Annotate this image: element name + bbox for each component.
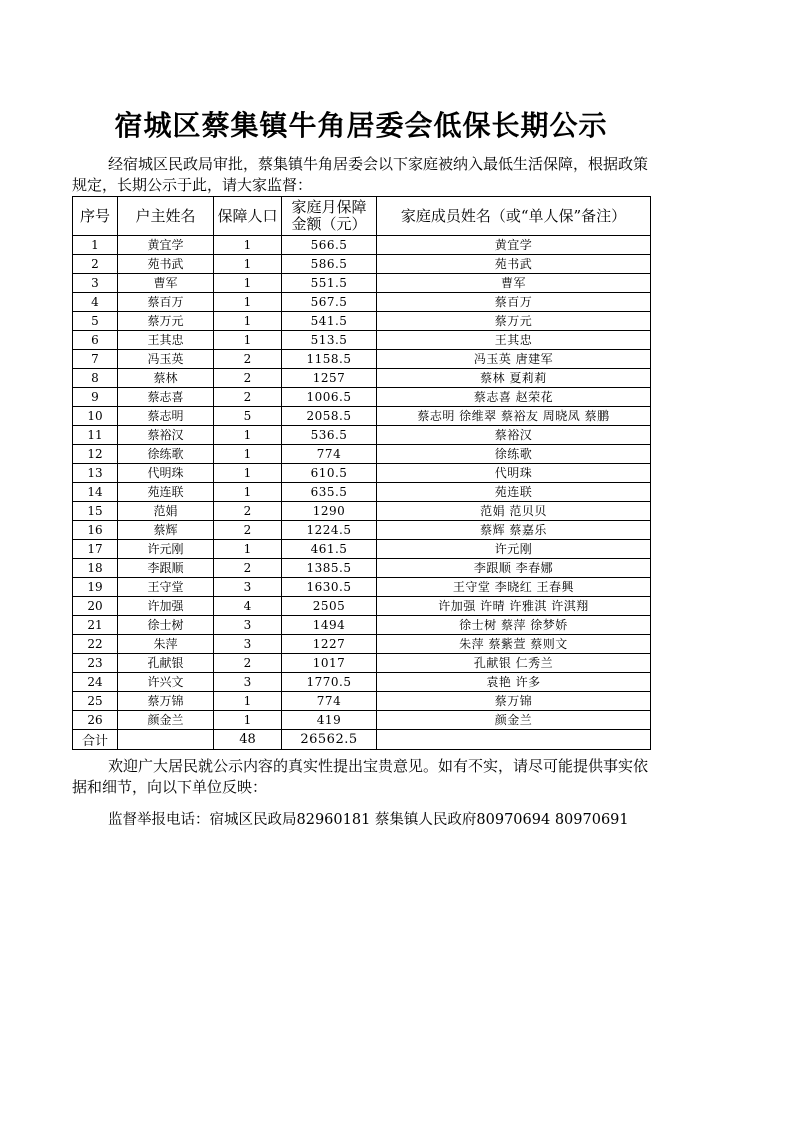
total-members-cell: [377, 730, 651, 750]
total-label: 合计: [73, 730, 118, 750]
row-members: 许元刚: [377, 540, 651, 559]
row-pop: 1: [214, 711, 282, 730]
row-amount: 586.5: [282, 255, 377, 274]
table-row: [73, 388, 651, 407]
row-pop: 5: [214, 407, 282, 426]
row-no: 9: [73, 388, 118, 407]
row-pop: 1: [214, 464, 282, 483]
table-row: [73, 407, 651, 426]
row-no: 2: [73, 255, 118, 274]
row-amount: 2505: [282, 597, 377, 616]
row-amount: 1006.5: [282, 388, 377, 407]
table-row: [73, 616, 651, 635]
row-members: 蔡万元: [377, 312, 651, 331]
table-row: [73, 331, 651, 350]
row-no: 24: [73, 673, 118, 692]
row-pop: 2: [214, 521, 282, 540]
welfare-table: [72, 196, 651, 750]
row-amount: 566.5: [282, 236, 377, 255]
table-row: [73, 369, 651, 388]
row-pop: 2: [214, 350, 282, 369]
table-row: [73, 502, 651, 521]
row-name: 蔡林: [118, 369, 214, 388]
row-no: 26: [73, 711, 118, 730]
total-name-cell: [118, 730, 214, 750]
row-amount: 541.5: [282, 312, 377, 331]
row-members: 许加强 许晴 许雅淇 许淇翔: [377, 597, 651, 616]
table-row: [73, 692, 651, 711]
row-amount: 513.5: [282, 331, 377, 350]
row-pop: 1: [214, 331, 282, 350]
row-name: 孔献银: [118, 654, 214, 673]
table-row: [73, 255, 651, 274]
row-members: 蔡百万: [377, 293, 651, 312]
row-amount: 1494: [282, 616, 377, 635]
row-no: 17: [73, 540, 118, 559]
row-no: 20: [73, 597, 118, 616]
row-members: 王守堂 李晓红 王春興: [377, 578, 651, 597]
row-no: 25: [73, 692, 118, 711]
row-pop: 2: [214, 654, 282, 673]
row-amount: 1257: [282, 369, 377, 388]
total-amount: 26562.5: [282, 730, 377, 750]
table-row: [73, 426, 651, 445]
row-name: 冯玉英: [118, 350, 214, 369]
row-name: 徐练歌: [118, 445, 214, 464]
intro-paragraph: 经宿城区民政局审批，蔡集镇牛角居委会以下家庭被纳入最低生活保障，根据政策规定，长期公示于此，请大家监督：: [72, 155, 649, 194]
row-members: 苑连联: [377, 483, 651, 502]
row-members: 曹军: [377, 274, 651, 293]
row-members: 冯玉英 唐建军: [377, 350, 651, 369]
row-members: 李跟顺 李春娜: [377, 559, 651, 578]
table-row: [73, 350, 651, 369]
row-name: 蔡裕汉: [118, 426, 214, 445]
notice-paragraph: 欢迎广大居民就公示内容的真实性提出宝贵意见。如有不实，请尽可能提供事实依据和细节，向以下单位反映：: [72, 757, 649, 796]
total-row: [73, 730, 651, 750]
row-amount: 1227: [282, 635, 377, 654]
row-name: 黄宜学: [118, 236, 214, 255]
row-name: 蔡志明: [118, 407, 214, 426]
page-title: 宿城区蔡集镇牛角居委会低保长期公示: [114, 109, 608, 142]
row-pop: 1: [214, 255, 282, 274]
table-row: [73, 483, 651, 502]
table-row: [73, 521, 651, 540]
row-pop: 1: [214, 483, 282, 502]
total-pop: 48: [214, 730, 282, 750]
row-pop: 1: [214, 274, 282, 293]
row-pop: 1: [214, 312, 282, 331]
row-no: 6: [73, 331, 118, 350]
row-name: 徐士树: [118, 616, 214, 635]
table-row: [73, 597, 651, 616]
row-amount: 1770.5: [282, 673, 377, 692]
row-members: 蔡裕汉: [377, 426, 651, 445]
table-row: [73, 464, 651, 483]
row-name: 许兴文: [118, 673, 214, 692]
row-amount: 536.5: [282, 426, 377, 445]
row-name: 蔡万元: [118, 312, 214, 331]
row-members: 黄宜学: [377, 236, 651, 255]
table-row: [73, 236, 651, 255]
row-no: 8: [73, 369, 118, 388]
row-name: 颜金兰: [118, 711, 214, 730]
table-row: [73, 635, 651, 654]
row-members: 蔡万锦: [377, 692, 651, 711]
row-amount: 1630.5: [282, 578, 377, 597]
row-members: 范娟 范贝贝: [377, 502, 651, 521]
row-members: 孔献银 仁秀兰: [377, 654, 651, 673]
row-pop: 3: [214, 635, 282, 654]
row-members: 代明珠: [377, 464, 651, 483]
row-no: 7: [73, 350, 118, 369]
row-amount: 2058.5: [282, 407, 377, 426]
row-amount: 567.5: [282, 293, 377, 312]
row-pop: 3: [214, 616, 282, 635]
row-members: 蔡志明 徐维翠 蔡裕友 周晓凤 蔡鹏: [377, 407, 651, 426]
row-amount: 1017: [282, 654, 377, 673]
row-amount: 635.5: [282, 483, 377, 502]
row-pop: 1: [214, 540, 282, 559]
row-amount: 774: [282, 692, 377, 711]
row-pop: 3: [214, 578, 282, 597]
row-name: 王其忠: [118, 331, 214, 350]
row-no: 23: [73, 654, 118, 673]
row-no: 12: [73, 445, 118, 464]
row-pop: 1: [214, 236, 282, 255]
row-name: 许加强: [118, 597, 214, 616]
header-name: 户主姓名: [118, 197, 214, 236]
header-members: 家庭成员姓名（或“单人保”备注）: [377, 197, 651, 236]
row-members: 蔡志喜 赵荣花: [377, 388, 651, 407]
row-no: 4: [73, 293, 118, 312]
row-members: 朱萍 蔡紫萱 蔡则文: [377, 635, 651, 654]
row-pop: 1: [214, 293, 282, 312]
row-members: 蔡林 夏莉莉: [377, 369, 651, 388]
table-row: [73, 654, 651, 673]
row-no: 21: [73, 616, 118, 635]
row-amount: 419: [282, 711, 377, 730]
row-pop: 3: [214, 673, 282, 692]
row-amount: 461.5: [282, 540, 377, 559]
table-row: [73, 711, 651, 730]
row-pop: 2: [214, 559, 282, 578]
table-row: [73, 312, 651, 331]
row-pop: 4: [214, 597, 282, 616]
row-amount: 551.5: [282, 274, 377, 293]
header-pop: 保障人口: [214, 197, 282, 236]
row-name: 蔡万锦: [118, 692, 214, 711]
header-amount-text: 家庭月保障金额（元）: [291, 198, 367, 233]
row-pop: 1: [214, 692, 282, 711]
row-amount: 1158.5: [282, 350, 377, 369]
table-body: [73, 236, 651, 730]
row-members: 苑书武: [377, 255, 651, 274]
row-amount: 774: [282, 445, 377, 464]
row-members: 徐练歌: [377, 445, 651, 464]
row-name: 苑连联: [118, 483, 214, 502]
row-amount: 1224.5: [282, 521, 377, 540]
row-name: 蔡百万: [118, 293, 214, 312]
row-members: 蔡辉 蔡嘉乐: [377, 521, 651, 540]
table-row: [73, 559, 651, 578]
header-amount: [282, 197, 377, 236]
row-pop: 2: [214, 388, 282, 407]
table-row: [73, 293, 651, 312]
row-name: 朱萍: [118, 635, 214, 654]
row-name: 曹军: [118, 274, 214, 293]
row-name: 蔡志喜: [118, 388, 214, 407]
row-no: 13: [73, 464, 118, 483]
row-no: 18: [73, 559, 118, 578]
table-row: [73, 673, 651, 692]
row-no: 14: [73, 483, 118, 502]
row-no: 19: [73, 578, 118, 597]
row-pop: 2: [214, 502, 282, 521]
row-name: 苑书武: [118, 255, 214, 274]
row-name: 王守堂: [118, 578, 214, 597]
table-header-row: [73, 197, 651, 236]
row-name: 代明珠: [118, 464, 214, 483]
header-no: 序号: [73, 197, 118, 236]
row-pop: 2: [214, 369, 282, 388]
row-pop: 1: [214, 426, 282, 445]
report-phone-line: 监督举报电话：宿城区民政局82960181 蔡集镇人民政府80970694 80970691: [108, 812, 629, 828]
row-no: 1: [73, 236, 118, 255]
row-members: 袁艳 许多: [377, 673, 651, 692]
row-name: 蔡辉: [118, 521, 214, 540]
table-row: [73, 274, 651, 293]
row-members: 王其忠: [377, 331, 651, 350]
row-amount: 1385.5: [282, 559, 377, 578]
row-no: 15: [73, 502, 118, 521]
row-no: 5: [73, 312, 118, 331]
table-row: [73, 578, 651, 597]
row-amount: 610.5: [282, 464, 377, 483]
row-no: 16: [73, 521, 118, 540]
row-pop: 1: [214, 445, 282, 464]
table-row: [73, 540, 651, 559]
row-no: 3: [73, 274, 118, 293]
row-name: 李跟顺: [118, 559, 214, 578]
row-name: 范娟: [118, 502, 214, 521]
row-no: 22: [73, 635, 118, 654]
row-no: 11: [73, 426, 118, 445]
table-row: [73, 445, 651, 464]
row-amount: 1290: [282, 502, 377, 521]
row-no: 10: [73, 407, 118, 426]
row-name: 许元刚: [118, 540, 214, 559]
row-members: 颜金兰: [377, 711, 651, 730]
row-members: 徐士树 蔡萍 徐梦娇: [377, 616, 651, 635]
